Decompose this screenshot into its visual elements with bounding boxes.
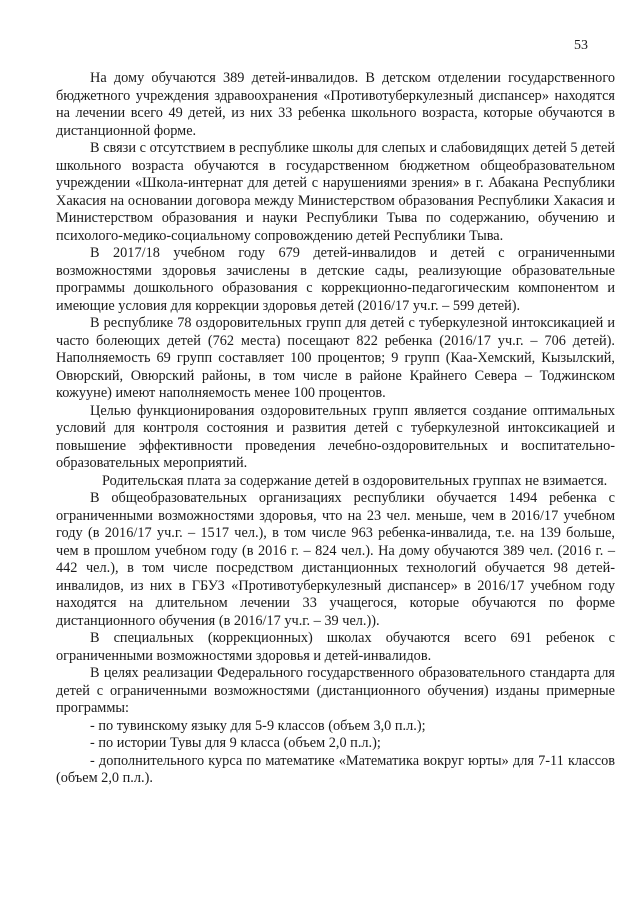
list-item: - дополнительного курса по математике «Математика вокруг юрты» для 7-11 классов (объем 2,0 п.л.). — [56, 752, 615, 786]
paragraph: В республике 78 оздоровительных групп для детей с туберкулезной интоксикацией и часто болеющих детей (762 места) посещают 822 ребенка (2016/17 уч.г. – 706 детей). Наполняемость 69 групп составляет 100 процентов; 9 групп (Каа-Хемский, Кызылский, Овюрский, Овюрский районы, в том числе в районе Крайнего Севера – Тоджинском кожууне) имеют наполняемость менее 100 процентов. — [56, 315, 615, 401]
paragraph: В 2017/18 учебном году 679 детей-инвалидов и детей с ограниченными возможностями здоровья зачислены в детские сады, реализующие образовательные программы дошкольного образования с коррекционно-педагогическим компонентом и имеющие условия для коррекции здоровья детей (2016/17 уч.г. – 599 детей). — [56, 245, 615, 314]
document-body — [56, 70, 615, 788]
paragraph: В целях реализации Федерального государственного образовательного стандарта для детей с ограниченными возможностями (дистанционного обучения) изданы примерные программы: — [56, 665, 615, 716]
paragraph: В общеобразовательных организациях республики обучается 1494 ребенка с ограниченными возможностями здоровья, что на 23 чел. меньше, чем в 2016/17 учебном году (в 2016/17 уч.г. – 1517 чел.), в том числе 963 ребенка-инвалида, т.е. на 139 больше, чем в прошлом учебном году (в 2016 г. – 824 чел.). На дому обучаются 389 чел. (2016 г. – 442 чел.), в том числе посредством дистанционных технологий обучается 98 детей-инвалидов, из них в ГБУЗ «Противотуберкулезный диспансер» в 2016/17 учебном году находятся на длительном лечении 33 учащегося, которые обучаются по форме дистанционного обучения (в 2016/17 уч.г. – 39 чел.)). — [56, 490, 615, 629]
page-number: 53 — [574, 38, 588, 53]
paragraph: На дому обучаются 389 детей-инвалидов. В детском отделении государственного бюджетного учреждения здравоохранения «Противотуберкулезный диспансер» находятся на лечении всего 49 детей, из них 33 ребенка школьного возраста, которые обучаются в дистанционной форме. — [56, 70, 615, 139]
list-item: - по истории Тувы для 9 класса (объем 2,0 п.л.); — [90, 735, 381, 751]
paragraph: Целью функционирования оздоровительных групп является создание оптимальных условий для контроля состояния и развития детей с туберкулезной интоксикацией и повышение эффективности проведения лечебно-оздоровительных и воспитательно-образовательных мероприятий. — [56, 402, 615, 471]
paragraph: Родительская плата за содержание детей в оздоровительных группах не взимается. — [102, 472, 608, 489]
paragraph: В специальных (коррекционных) школах обучаются всего 691 ребенок с ограниченными возможностями здоровья и детей-инвалидов. — [56, 630, 615, 664]
paragraph: В связи с отсутствием в республике школы для слепых и слабовидящих детей 5 детей школьного возраста обучаются в государственном бюджетном общеобразовательном учреждении «Школа-интернат для детей с нарушениями зрения» в г. Абакана Республики Хакасия на основании договора между Министерством образования Республики Хакасия и Министерством образования и науки Республики Тыва по содержанию, обучению и психолого-медико-социальному сопровождению детей Республики Тыва. — [56, 140, 615, 244]
list-item: - по тувинскому языку для 5-9 классов (объем 3,0 п.л.); — [90, 717, 426, 734]
